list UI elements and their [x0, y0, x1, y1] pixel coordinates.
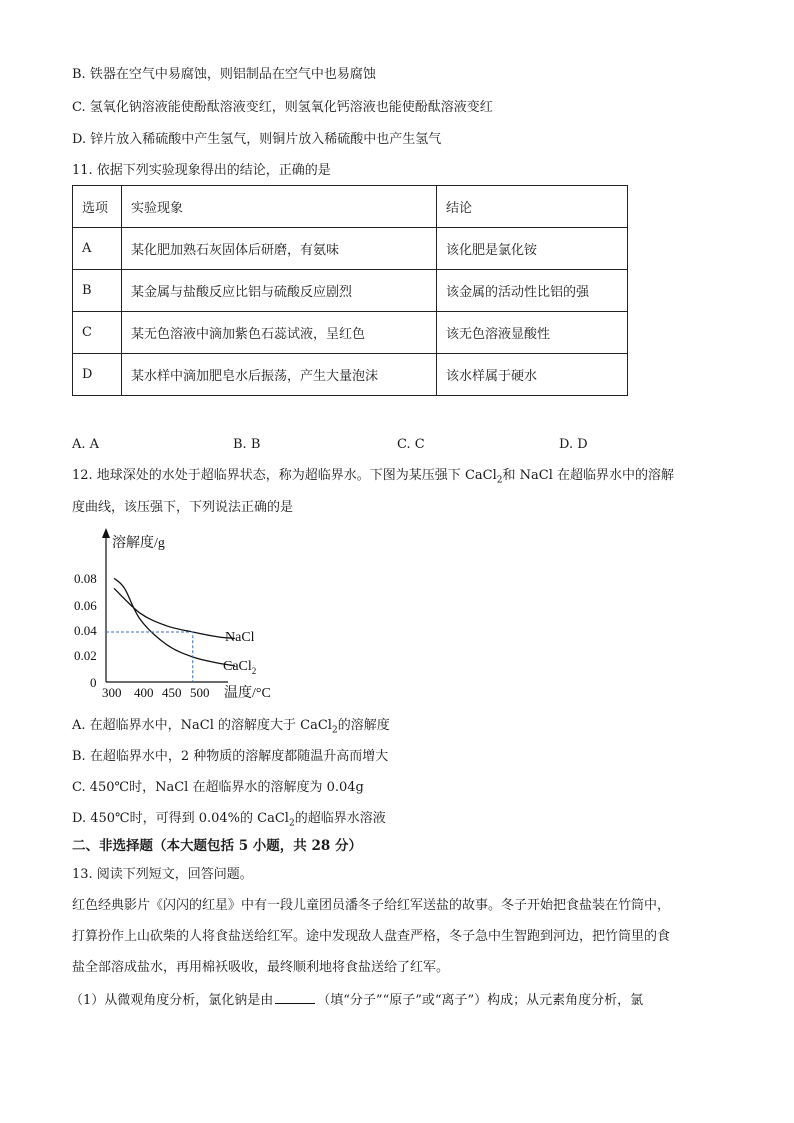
series-label-cacl2: CaCl$_2$ — [223, 659, 257, 676]
table-cell: 该水样属于硬水 — [437, 354, 628, 396]
y-axis-arrow — [102, 528, 110, 538]
x-tick-label: 400 — [134, 685, 154, 700]
series-label-nacl: NaCl — [225, 630, 255, 645]
table-row — [73, 354, 628, 396]
q11-option-d: D. D — [559, 437, 588, 452]
solubility-chart — [68, 526, 288, 704]
x-axis-label: 温度/°C — [224, 686, 271, 701]
table-header-row — [73, 186, 628, 228]
table-cell: B — [73, 270, 122, 312]
table-cell: 某无色溶液中滴加紫色石蕊试液，呈红色 — [122, 312, 437, 354]
table-cell: 某水样中滴加肥皂水后振荡，产生大量泡沫 — [122, 354, 437, 396]
q11-option-c: C. C — [397, 437, 425, 452]
q11-table — [72, 185, 628, 396]
series-line-nacl — [114, 588, 235, 638]
q13-part1: （1）从微观角度分析，氯化钠是由 （填“分子”“原子”或“离子”）构成；从元素角度分析，氯 — [70, 993, 644, 1008]
table-cell: 某化肥加熟石灰固体后研磨，有氨味 — [122, 228, 437, 270]
answer-blank[interactable] — [275, 991, 315, 1004]
x-tick-label: 500 — [190, 685, 210, 700]
table-cell: 某金属与盐酸反应比铝与硫酸反应剧烈 — [122, 270, 437, 312]
q12-option-b: B. 在超临界水中，2 种物质的溶解度都随温升高而增大 — [72, 749, 389, 764]
table-cell: 该化肥是氯化铵 — [437, 228, 628, 270]
q12-stem-line2: 度曲线，该压强下，下列说法正确的是 — [72, 500, 294, 515]
passage-line-2: 打算扮作上山砍柴的人将食盐送给红军。途中发现敌人盘查严格，冬子急中生智跑到河边，把竹筒里的食 — [72, 929, 671, 944]
y-tick-label: 0.08 — [74, 571, 97, 586]
x-tick-label: 450 — [162, 685, 182, 700]
q12-stem-line1: 12. 地球深处的水处于超临界状态，称为超临界水。下图为某压强下 CaCl$_2$和 NaCl 在超临界水中的溶解 — [72, 468, 674, 486]
x-tick-label: 300 — [102, 685, 122, 700]
q10-option-d: D. 锌片放入稀硫酸中产生氢气，则铜片放入稀硫酸中也产生氢气 — [72, 132, 442, 147]
q12-option-a: A. 在超临界水中，NaCl 的溶解度大于 CaCl$_2$的溶解度 — [72, 718, 390, 736]
q12-option-d: D. 450℃时，可得到 0.04%的 CaCl$_2$的超临界水溶液 — [72, 811, 386, 829]
section-heading: 二、非选择题（本大题包括 5 小题，共 28 分） — [72, 838, 362, 854]
y-tick-label: 0 — [90, 675, 97, 690]
passage-line-3: 盐全部溶成盐水，再用棉袄吸收，最终顺利地将食盐送给了红军。 — [72, 960, 450, 975]
q10-option-c: C. 氢氧化钠溶液能使酚酞溶液变红，则氢氧化钙溶液也能使酚酞溶液变红 — [72, 100, 493, 115]
table-cell: 该金属的活动性比铝的强 — [437, 270, 628, 312]
y-tick-label: 0.06 — [74, 598, 97, 613]
table-cell: D — [73, 354, 122, 396]
q10-option-b: B. 铁器在空气中易腐蚀，则铝制品在空气中也易腐蚀 — [72, 67, 376, 82]
table-cell: C — [73, 312, 122, 354]
series-line-cacl2 — [114, 578, 235, 666]
table-row — [73, 228, 628, 270]
table-cell: A — [73, 228, 122, 270]
q13-stem: 13. 阅读下列短文，回答问题。 — [72, 867, 253, 882]
y-tick-label: 0.04 — [74, 623, 97, 638]
table-row — [73, 270, 628, 312]
q12-option-c: C. 450℃时，NaCl 在超临界水的溶解度为 0.04g — [72, 780, 364, 795]
q11-stem: 11. 依据下列实验现象得出的结论，正确的是 — [72, 163, 331, 178]
passage-line-1: 红色经典影片《闪闪的红星》中有一段儿童团员潘冬子给红军送盐的故事。冬子开始把食盐装在竹筒中， — [72, 898, 671, 913]
q11-option-a: A. A — [72, 437, 100, 452]
y-axis-label: 溶解度/g — [112, 536, 165, 551]
y-tick-label: 0.02 — [74, 648, 97, 663]
table-header-cell: 选项 — [73, 186, 122, 228]
table-row — [73, 312, 628, 354]
guide-dashed-line — [106, 632, 193, 682]
table-header-cell: 结论 — [437, 186, 628, 228]
table-header-cell: 实验现象 — [122, 186, 437, 228]
q11-option-b: B. B — [233, 437, 261, 452]
table-cell: 该无色溶液显酸性 — [437, 312, 628, 354]
